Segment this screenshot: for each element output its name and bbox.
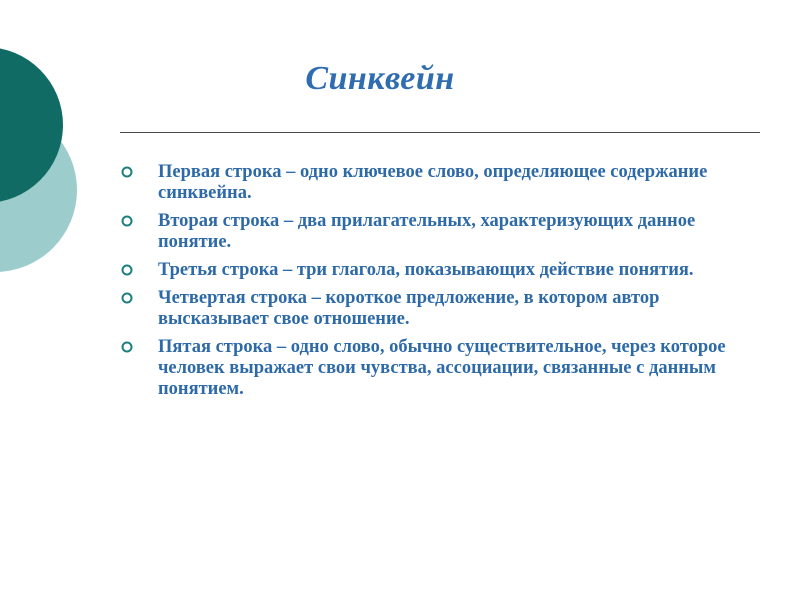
list-item — [120, 162, 760, 204]
list-item-text: Вторая строка – два прилагательных, характеризующих данное понятие. — [158, 211, 696, 252]
decorative-circles — [0, 0, 120, 320]
list-item-text: Четвертая строка – короткое предложение, в котором автор высказывает свое отношение. — [158, 288, 660, 329]
hollow-circle-icon — [120, 263, 134, 277]
hollow-circle-icon — [120, 291, 134, 305]
slide-title: Синквейн — [305, 60, 455, 97]
list-item — [120, 288, 760, 330]
hollow-circle-icon — [120, 214, 134, 228]
list-item — [120, 211, 760, 253]
list-item — [120, 337, 760, 400]
list-item-text: Третья строка – три глагола, показывающих действие понятия. — [158, 260, 694, 280]
list-item-text: Пятая строка – одно слово, обычно существительное, через которое человек выражает свои чувства, ассоциации, связанные с данным понятием. — [158, 337, 726, 399]
hollow-circle-icon — [120, 340, 134, 354]
title-divider — [120, 132, 760, 133]
list-item — [120, 260, 760, 281]
list-item-text: Первая строка – одно ключевое слово, определяющее содержание синквейна. — [158, 162, 708, 203]
hollow-circle-icon — [120, 165, 134, 179]
bullet-list — [120, 162, 760, 407]
